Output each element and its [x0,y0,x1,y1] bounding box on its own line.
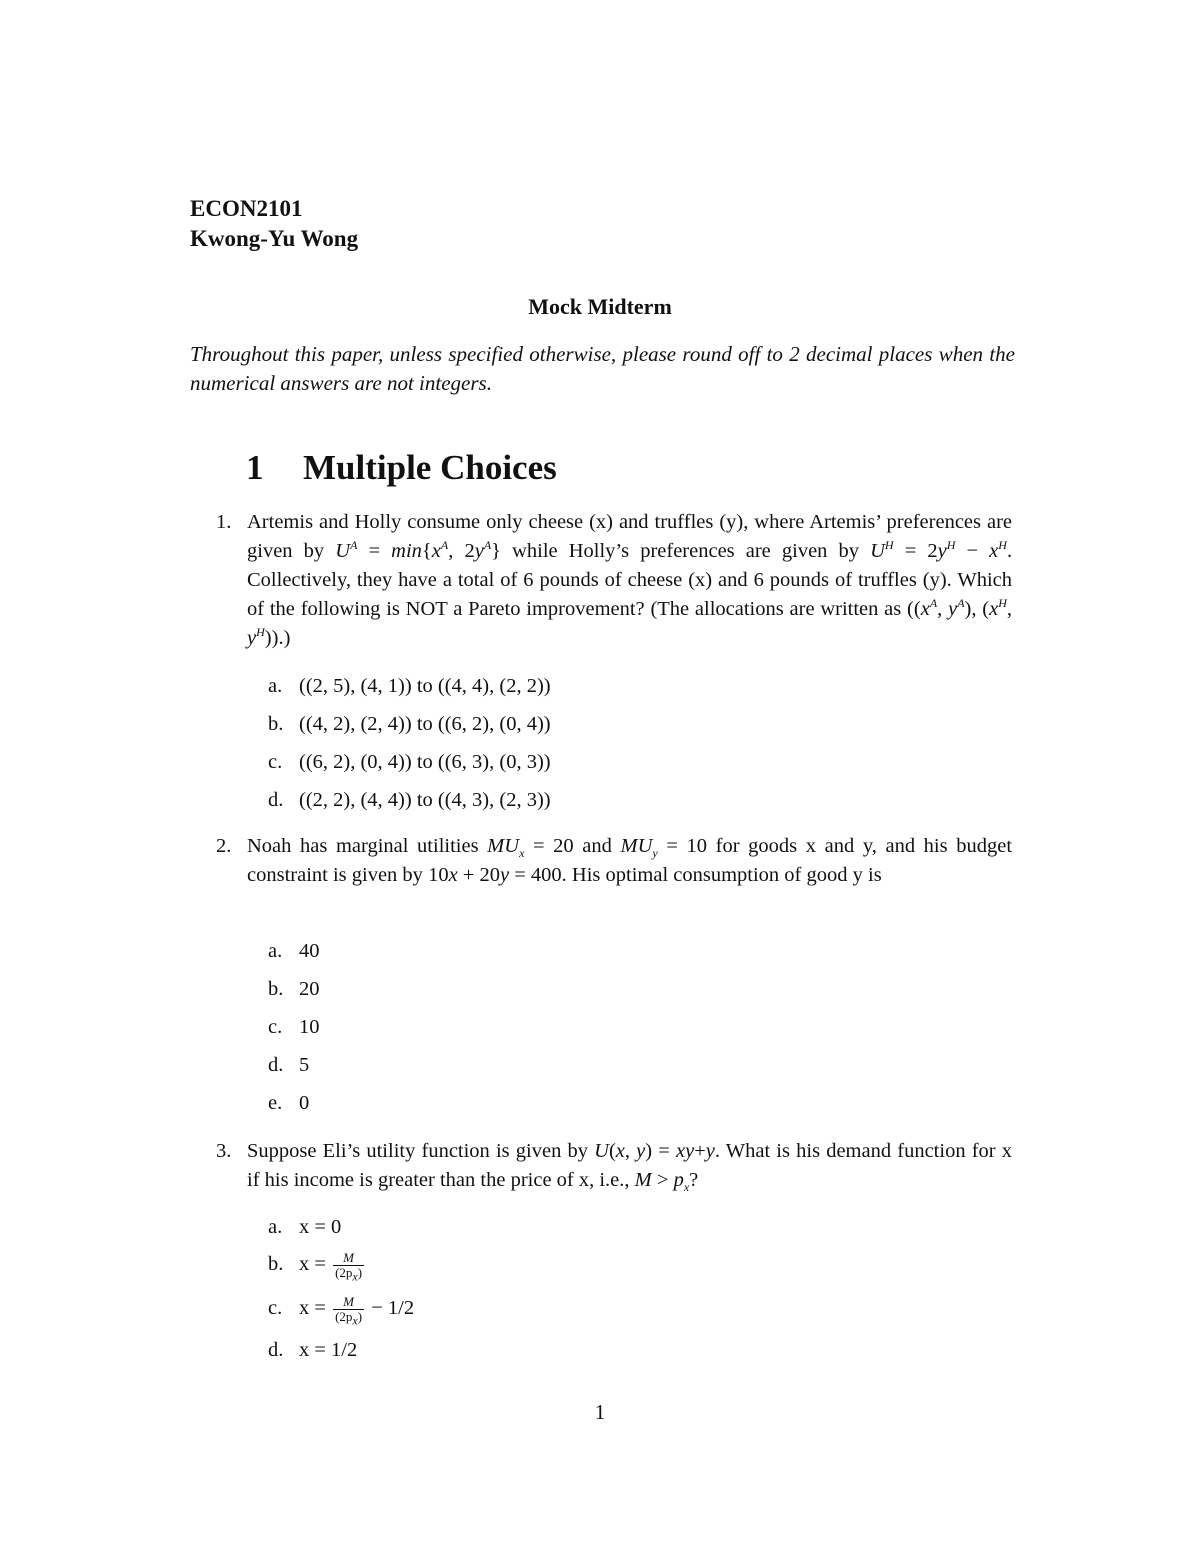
option-1b[interactable]: b. ((4, 2), (2, 4)) to ((6, 2), (0, 4)) [268,713,551,735]
question-1 [216,508,1012,653]
option-2c[interactable]: c. 10 [268,1016,320,1038]
option-1c[interactable]: c. ((6, 2), (0, 4)) to ((6, 3), (0, 3)) [268,751,551,773]
question-number: 3. [216,1140,232,1162]
author-name: Kwong-Yu Wong [190,226,359,251]
section-heading [246,448,557,488]
option-1d[interactable]: d. ((2, 2), (4, 4)) to ((4, 3), (2, 3)) [268,789,551,811]
option-2d[interactable]: d. 5 [268,1054,310,1076]
course-code: ECON2101 [190,196,303,221]
option-3c[interactable]: c. x = $\frac{M}{(2p_x)}$ − 1/2 [268,1293,415,1328]
page-title: Mock Midterm [528,294,672,319]
fraction: $\frac{M}{(2p_x)}$ [335,1293,363,1328]
fraction: $\frac{M}{(2p_x)}$ [335,1249,363,1284]
page-number: 1 [594,1400,606,1424]
question-text: Noah has marginal utilities $MU_x = 20$ and $MU_y = 10$ for goods x and y, and his budget constraint is given by 10x + 20y = 400. His optimal consumption of good y is [247,835,1013,886]
option-1a[interactable]: a. ((2, 5), (4, 1)) to ((4, 4), (2, 2)) [268,675,551,697]
option-2a[interactable]: a. 40 [268,940,320,962]
option-3b[interactable]: b. x = $\frac{M}{(2p_x)}$ [268,1249,363,1284]
question-2 [216,832,1012,890]
instructions: Throughout this paper, unless specified otherwise, please round off to 2 decimal places when the numerical answers are not integers. [190,342,1015,395]
option-3a[interactable]: a. x = 0 [268,1216,342,1238]
section-number: 1 [246,448,264,487]
option-2e[interactable]: e. 0 [268,1092,310,1114]
question-number: 1. [216,511,232,533]
question-text: Artemis and Holly consume only cheese (x) and truffles (y), where Artemis’ preferences are given by $U^A = \min\{x^A$, $2y^A$} while Holly’s preferences are given by $U^H = 2y^H - x^H$. Collectively, they have a total of 6 pounds of cheese (x) and 6 pounds of truffles (y). Which of the following is NOT a Pareto improvement? (The allocations are written as (($x^A$, $y^A$), ($x^H$, $y^H$)).) [247,511,1013,649]
section-title: Multiple Choices [303,448,557,487]
question-3 [216,1137,1012,1195]
option-3d[interactable]: d. x = 1/2 [268,1339,358,1361]
option-2b[interactable]: b. 20 [268,978,320,1000]
question-text: Suppose Eli’s utility function is given by U(x, y) = xy+y. What is his demand function for x if his income is greater than the price of x, i.e., $M > p_x$? [247,1140,1013,1195]
question-number: 2. [216,835,232,857]
